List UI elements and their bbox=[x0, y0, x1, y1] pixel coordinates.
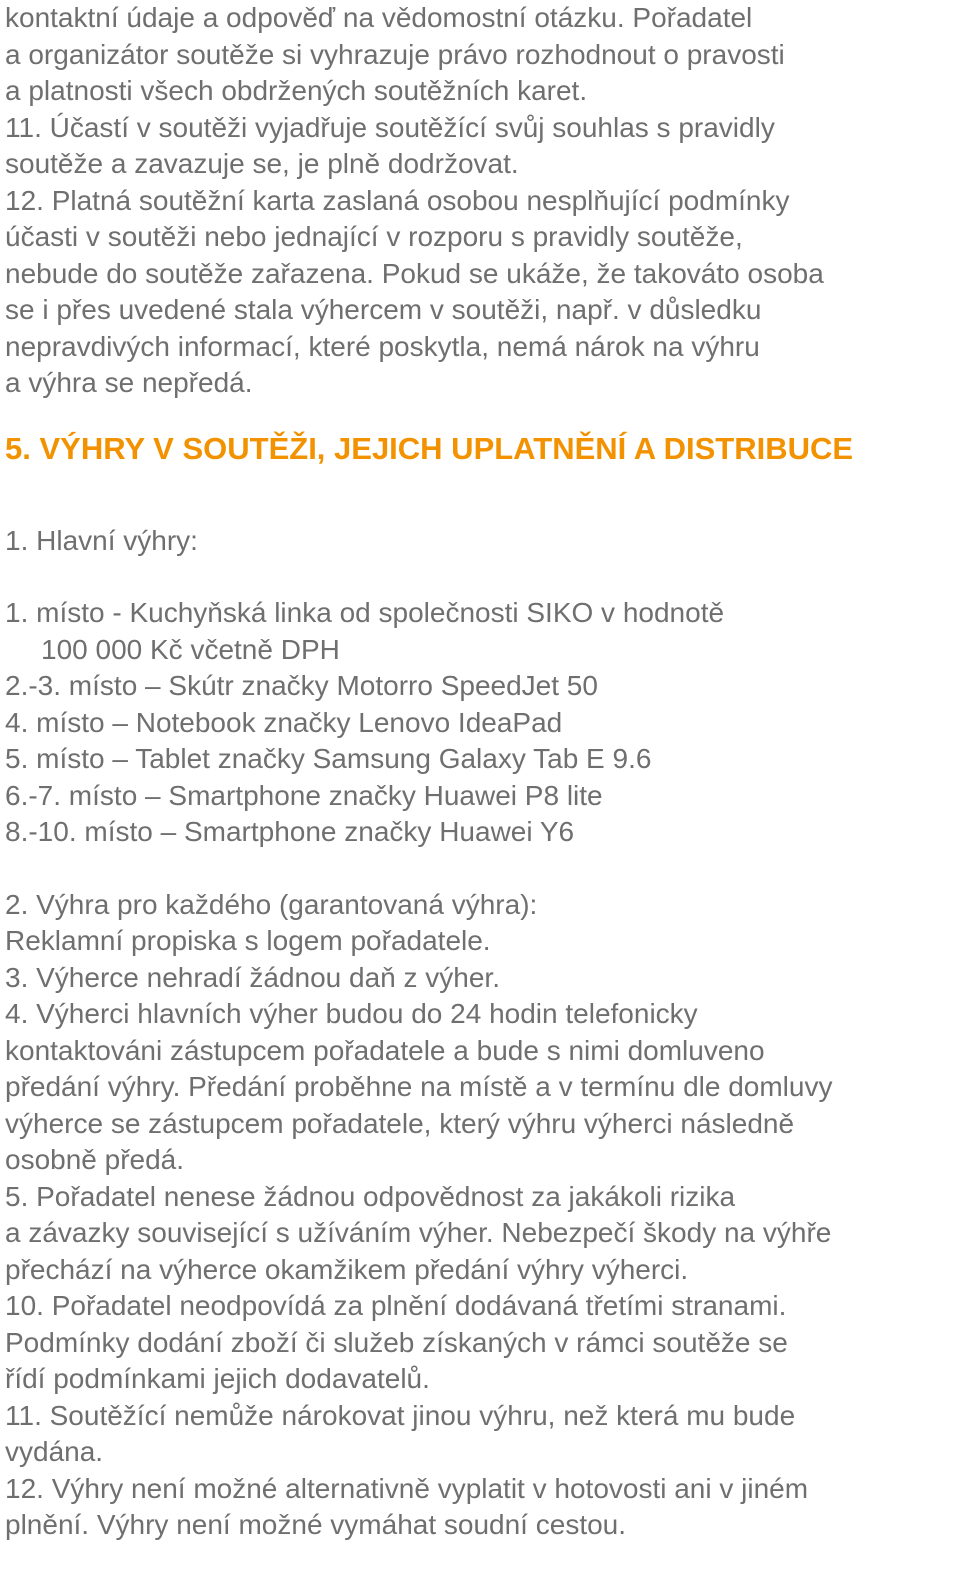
text-line: předání výhry. Předání proběhne na místě a v termínu dle domluvy bbox=[5, 1071, 833, 1102]
prize-item-first: 1. místo - Kuchyňská linka od společnosti SIKO v hodnotě bbox=[5, 597, 725, 628]
prize-list bbox=[5, 595, 960, 851]
text-line: Reklamní propiska s logem pořadatele. bbox=[5, 925, 491, 956]
text-line: nepravdivých informací, které poskytla, nemá nárok na výhru bbox=[5, 330, 760, 362]
prize-item: 6.-7. místo – Smartphone značky Huawei P8 lite bbox=[5, 779, 603, 811]
rules-part-2 bbox=[5, 887, 960, 1544]
section-heading: 5. VÝHRY V SOUTĚŽI, JEJICH UPLATNĚNÍ A DISTRIBUCE bbox=[5, 430, 854, 466]
prize-item: 2.-3. místo – Skútr značky Motorro SpeedJet 50 bbox=[5, 670, 598, 701]
rules-part-1 bbox=[5, 0, 960, 402]
text-line: osobně předá. bbox=[5, 1144, 185, 1175]
text-line: se i přes uvedené stala výhercem v soutěži, např. v důsledku bbox=[5, 294, 762, 325]
text-line: výherce se zástupcem pořadatele, který výhru výherci následně bbox=[5, 1107, 795, 1139]
text-line: 11. Účastí v soutěži vyjadřuje soutěžící svůj souhlas s pravidly bbox=[5, 111, 775, 143]
text-line: 12. Výhry není možné alternativně vyplatit v hotovosti ani v jiném bbox=[5, 1472, 809, 1504]
text-line: kontaktní údaje a odpověď na vědomostní otázku. Pořadatel bbox=[5, 2, 753, 33]
prize-item: 4. místo – Notebook značky Lenovo IdeaPad bbox=[5, 706, 563, 738]
prize-item: 8.-10. místo – Smartphone značky Huawei Y6 bbox=[5, 816, 575, 847]
text-line: a platnosti všech obdržených soutěžních karet. bbox=[5, 75, 588, 106]
text-line: soutěže a zavazuje se, je plně dodržovat. bbox=[5, 148, 519, 179]
text-line: účasti v soutěži nebo jednající v rozporu s pravidly soutěže, bbox=[5, 221, 743, 252]
main-prizes-label: 1. Hlavní výhry: bbox=[5, 524, 198, 556]
text-line: plnění. Výhry není možné vymáhat soudní cestou. bbox=[5, 1509, 627, 1540]
text-line: vydána. bbox=[5, 1436, 104, 1467]
text-line: a závazky související s užíváním výher. Nebezpečí škody na výhře bbox=[5, 1217, 832, 1248]
text-line: a organizátor soutěže si vyhrazuje právo rozhodnout o pravosti bbox=[5, 38, 785, 70]
text-line: kontaktováni zástupcem pořadatele a bude s nimi domluveno bbox=[5, 1034, 765, 1066]
text-line: 10. Pořadatel neodpovídá za plnění dodávaná třetími stranami. bbox=[5, 1290, 787, 1321]
text-line: nebude do soutěže zařazena. Pokud se ukáže, že takováto osoba bbox=[5, 257, 824, 289]
text-line: přechází na výherce okamžikem předání výhry výherci. bbox=[5, 1253, 689, 1285]
prize-item: 5. místo – Tablet značky Samsung Galaxy Tab E 9.6 bbox=[5, 743, 652, 774]
text-line: 2. Výhra pro každého (garantovaná výhra): bbox=[5, 888, 538, 920]
text-line: 11. Soutěžící nemůže nárokovat jinou výhru, než která mu bude bbox=[5, 1399, 796, 1431]
text-line: 3. Výherce nehradí žádnou daň z výher. bbox=[5, 961, 500, 993]
text-line: 4. Výherci hlavních výher budou do 24 hodin telefonicky bbox=[5, 998, 698, 1029]
text-line: řídí podmínkami jejich dodavatelů. bbox=[5, 1363, 430, 1394]
text-line: 5. Pořadatel nenese žádnou odpovědnost za jakákoli rizika bbox=[5, 1180, 736, 1212]
text-line: Podmínky dodání zboží či služeb získaných v rámci soutěže se bbox=[5, 1326, 788, 1358]
text-line: 12. Platná soutěžní karta zaslaná osobou nesplňující podmínky bbox=[5, 184, 790, 216]
text-line: a výhra se nepředá. bbox=[5, 367, 253, 398]
prize-item-first-value: 100 000 Kč včetně DPH bbox=[41, 633, 340, 665]
